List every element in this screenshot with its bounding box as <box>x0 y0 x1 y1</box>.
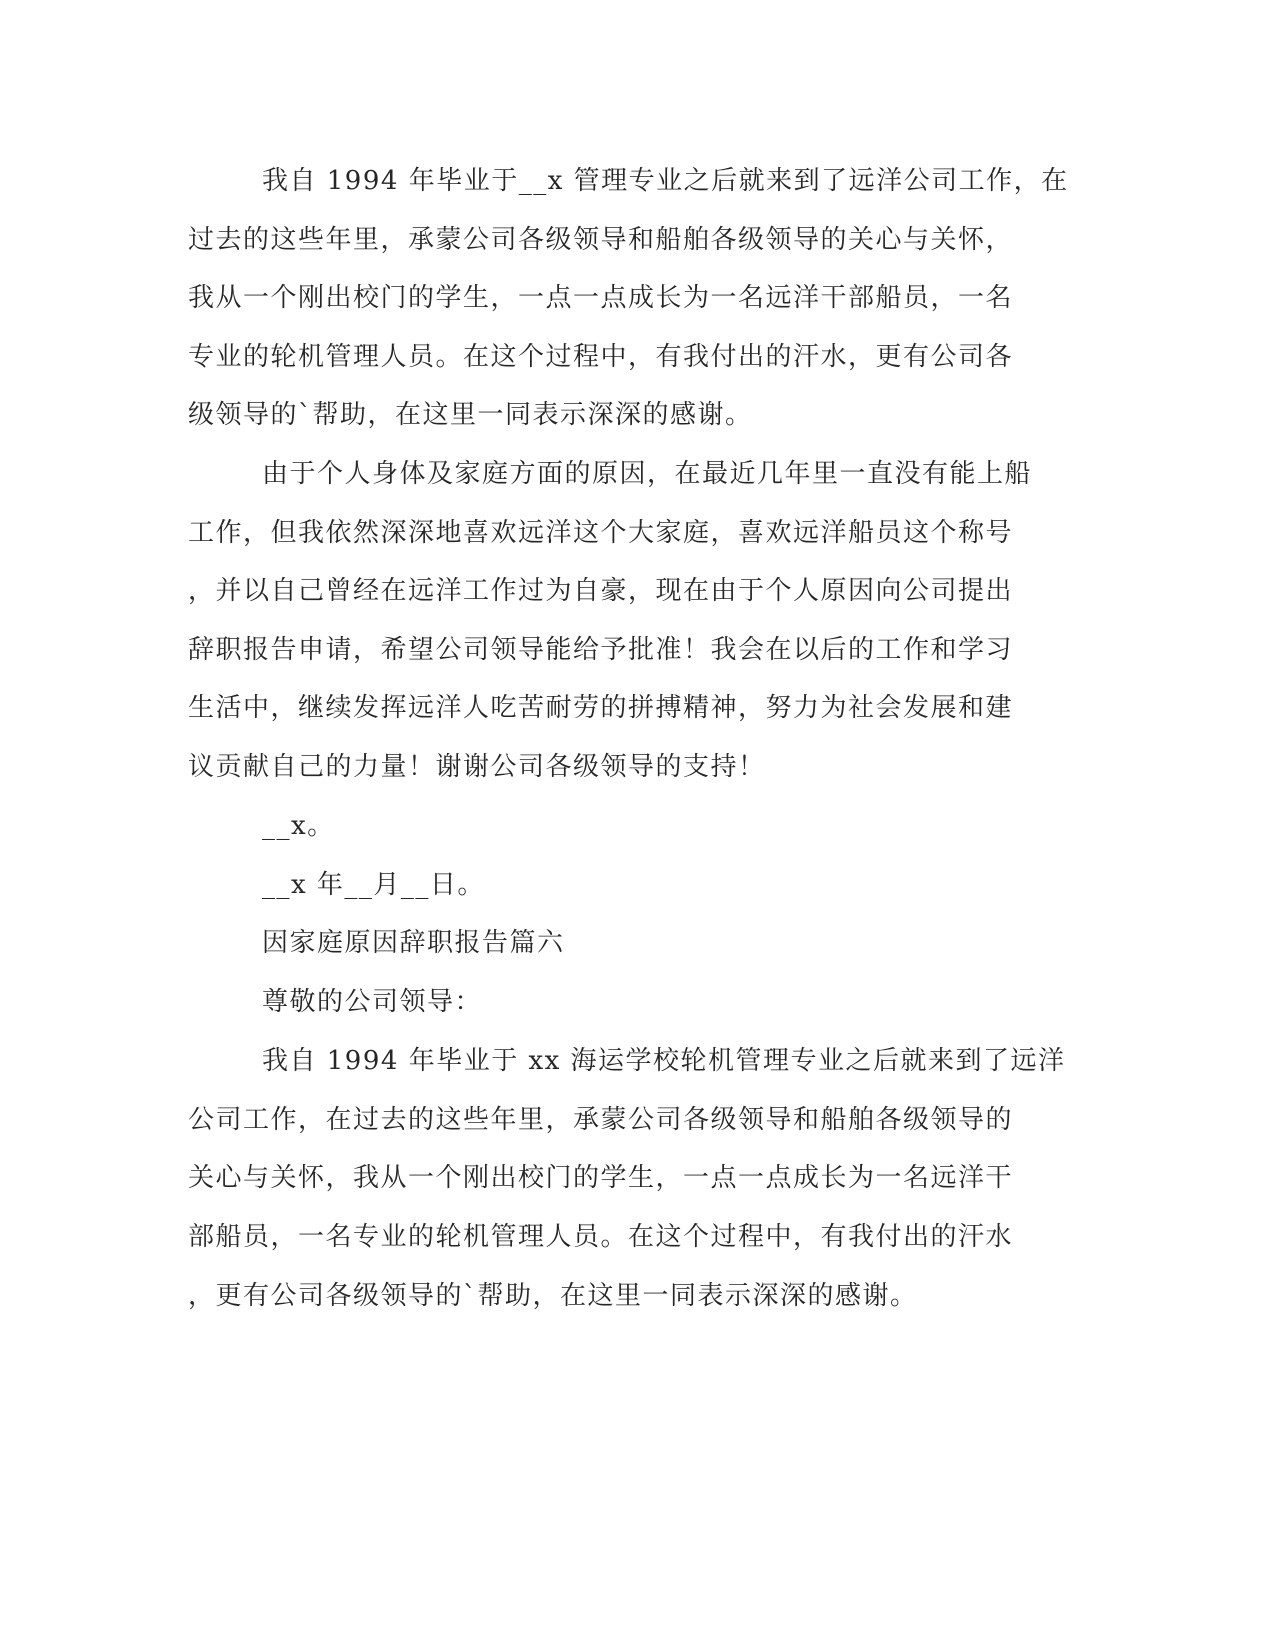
salutation: 尊敬的公司领导： <box>262 987 483 1017</box>
paragraph-1-line-1: 我自 1994 年毕业于__x 管理专业之后就来到了远洋公司工作，在 <box>262 166 1069 196</box>
paragraph-2-line-2: 工作，但我依然深深地喜欢远洋这个大家庭，喜欢远洋船员这个称号 <box>188 518 1014 548</box>
paragraph-3-line-5: ，更有公司各级领导的`帮助，在这里一同表示深深的感谢。 <box>188 1281 918 1311</box>
paragraph-1-line-4: 专业的轮机管理人员。在这个过程中，有我付出的汗水，更有公司各 <box>188 342 1014 372</box>
paragraph-3-line-2: 公司工作，在过去的这些年里，承蒙公司各级领导和船舶各级领导的 <box>188 1105 1014 1135</box>
paragraph-3-line-4: 部船员，一名专业的轮机管理人员。在这个过程中，有我付出的汗水 <box>188 1222 1014 1252</box>
paragraph-1-line-3: 我从一个刚出校门的学生，一点一点成长为一名远洋干部船员，一名 <box>188 283 1014 313</box>
paragraph-2-line-1: 由于个人身体及家庭方面的原因，在最近几年里一直没有能上船 <box>262 459 1033 489</box>
paragraph-3-line-3: 关心与关怀，我从一个刚出校门的学生，一点一点成长为一名远洋干 <box>188 1163 1014 1193</box>
paragraph-2-line-4: 辞职报告申请，希望公司领导能给予批准！我会在以后的工作和学习 <box>188 635 1014 665</box>
paragraph-3-line-1: 我自 1994 年毕业于 xx 海运学校轮机管理专业之后就来到了远洋 <box>262 1046 1066 1076</box>
paragraph-1-line-5: 级领导的`帮助，在这里一同表示深深的感谢。 <box>188 400 753 430</box>
paragraph-1-line-2: 过去的这些年里，承蒙公司各级领导和船舶各级领导的关心与关怀， <box>188 225 1014 255</box>
signature-name: __x。 <box>262 811 335 841</box>
signature-date: __x 年__月__日。 <box>262 870 485 900</box>
paragraph-2-line-3: ，并以自己曾经在远洋工作过为自豪，现在由于个人原因向公司提出 <box>188 576 1014 606</box>
paragraph-2-line-6: 议贡献自己的力量！谢谢公司各级领导的支持！ <box>188 752 766 782</box>
section-title: 因家庭原因辞职报告篇六 <box>262 928 565 958</box>
paragraph-2-line-5: 生活中，继续发挥远洋人吃苦耐劳的拼搏精神，努力为社会发展和建 <box>188 693 1014 723</box>
